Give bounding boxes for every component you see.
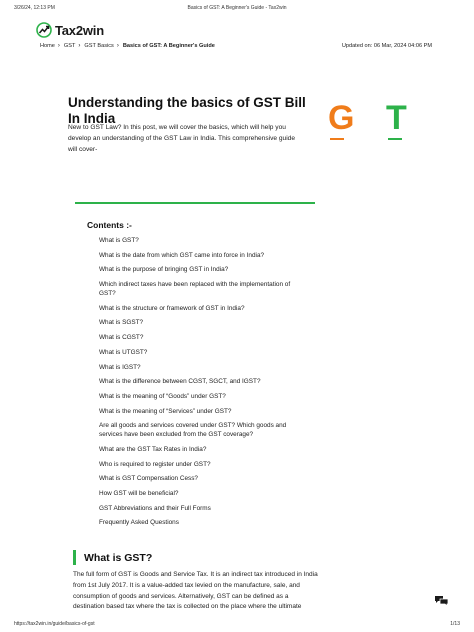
toc-item[interactable]: What is GST Compensation Cess?	[99, 475, 198, 483]
breadcrumb-home[interactable]: Home	[40, 43, 55, 49]
print-page-title: Basics of GST: A Beginner's Guide - Tax2win	[187, 5, 287, 11]
updated-date: Updated on: 06 Mar, 2024 04:06 PM	[341, 43, 432, 49]
toc-item[interactable]: What is GST?	[99, 237, 139, 244]
print-page-number: 1/13	[450, 621, 460, 627]
toc-item[interactable]: What is the meaning of “Goods” under GST?	[99, 392, 226, 400]
breadcrumb-gst[interactable]: GST	[63, 43, 76, 49]
gst-letter-g: G	[328, 99, 355, 137]
toc-item[interactable]: What is IGST?	[99, 363, 141, 371]
section-paragraph: The full form of GST is Goods and Service Tax. It is an indirect tax introduced in India from 1st July 2017. It is a value-added tax levied on the manufacture, sale, and consumption of goods and services. Alternatively, GST can be defined as a destination based tax where the tax is collected on the place where the ultimate	[73, 571, 318, 611]
breadcrumb-gst-basics[interactable]: GST Basics	[84, 43, 114, 49]
toc-item[interactable]: What is the difference between CGST, SGCT, and IGST?	[99, 378, 261, 386]
toc-item[interactable]: What is the structure or framework of GST in India?	[99, 304, 245, 312]
site-logo[interactable]	[36, 20, 104, 40]
print-url: https://tax2win.in/guide/basics-of-gst	[14, 621, 95, 627]
gst-underline-g	[330, 138, 344, 140]
intro-paragraph: New to GST Law? In this post, we will cover the basics, which will help you develop an understanding of the GST Law in India. This comprehensive guide will cover-	[68, 124, 296, 153]
toc-item[interactable]: What is the purpose of bringing GST in India?	[99, 266, 229, 274]
gst-underline-t	[388, 138, 402, 140]
toc-item[interactable]: How GST will be beneficial?	[99, 490, 179, 497]
toc-item[interactable]: What is SGST?	[99, 319, 144, 327]
gst-illustration	[328, 100, 418, 145]
toc-item[interactable]: What is the date from which GST came into force in India?	[99, 251, 265, 259]
breadcrumb	[40, 43, 215, 49]
breadcrumb-current: Basics of GST: A Beginner's Guide	[122, 43, 215, 49]
chevron-right-icon: ›	[57, 43, 60, 49]
toc-item[interactable]: What is the meaning of “Services” under GST?	[99, 407, 232, 415]
toc-item[interactable]: GST Abbreviations and their Full Forms	[99, 504, 211, 512]
toc-item[interactable]: Which indirect taxes have been replaced with the implementation of GST?	[99, 281, 291, 298]
toc-item[interactable]: What is UTGST?	[99, 348, 148, 356]
toc-item[interactable]: Who is required to register under GST?	[99, 460, 211, 468]
toc-item[interactable]: Frequently Asked Questions	[99, 519, 179, 527]
print-header	[0, 3, 474, 13]
chat-bubbles-icon[interactable]	[434, 595, 449, 607]
section-accent-bar	[73, 550, 76, 565]
chevron-right-icon: ›	[116, 43, 119, 49]
toc-item[interactable]: What are the GST Tax Rates in India?	[99, 445, 207, 453]
page-title: Understanding the basics of GST Bill In India	[68, 95, 306, 127]
print-datetime: 3/26/24, 12:13 PM	[14, 5, 55, 11]
toc-list	[99, 236, 299, 533]
logo-text: Tax2win	[55, 22, 104, 38]
gst-letter-t: T	[386, 99, 407, 137]
toc-divider	[75, 202, 315, 204]
toc-item[interactable]: Are all goods and services covered under GST? Which goods and services have been excluded from the GST coverage?	[99, 422, 287, 439]
toc-title: Contents :-	[87, 220, 132, 230]
chart-arrow-logo-icon	[36, 22, 52, 38]
toc-item[interactable]: What is CGST?	[99, 334, 144, 342]
chevron-right-icon: ›	[78, 43, 81, 49]
section-heading: What is GST?	[84, 552, 153, 564]
